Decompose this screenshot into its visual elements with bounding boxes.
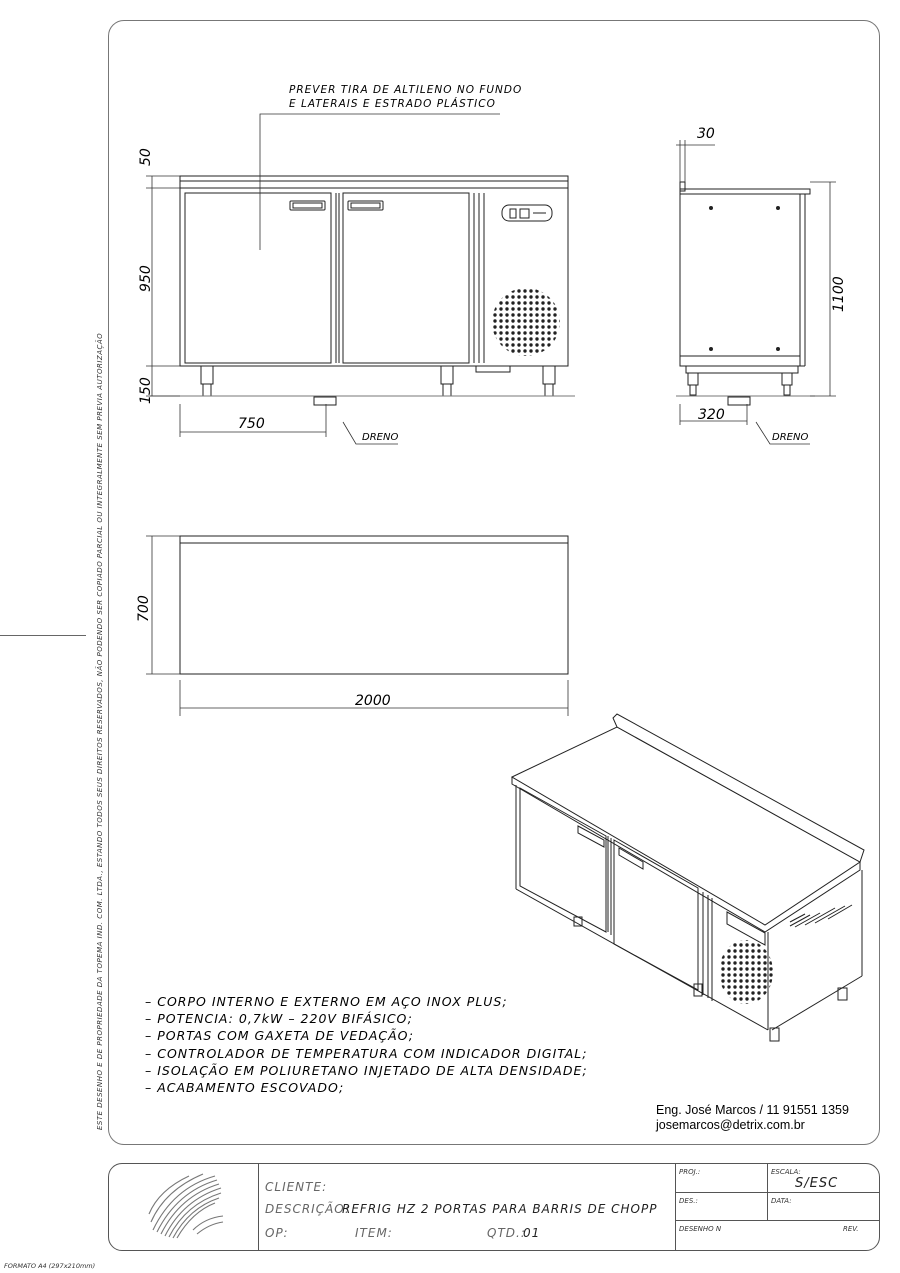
front-view — [150, 176, 575, 405]
note-item: – CORPO INTERNO E EXTERNO EM AÇO INOX PLUS; — [145, 994, 508, 1009]
op-label: OP: — [265, 1226, 289, 1240]
front-drain-label: DRENO — [362, 432, 399, 443]
escala-value: S/ESC — [795, 1176, 839, 1191]
note-item: – PORTAS COM GAXETA DE VEDAÇÃO; — [145, 1028, 414, 1044]
note-item: – POTENCIA: 0,7kW – 220V BIFÁSICO; — [145, 1011, 413, 1027]
escala-label: ESCALA: — [771, 1168, 801, 1176]
dim-side-height: 1100 — [831, 276, 847, 312]
proj-label: PROJ.: — [679, 1168, 701, 1176]
item-label: ITEM: — [355, 1226, 393, 1240]
top-dimensions — [146, 536, 568, 716]
contact-block — [656, 1103, 849, 1133]
descricao-value: REFRIG HZ 2 PORTAS PARA BARRIS DE CHOPP — [342, 1202, 658, 1216]
annotation-line-1: PREVER TIRA DE ALTILENO NO FUNDO — [289, 84, 523, 96]
dim-front-feet: 150 — [138, 377, 154, 404]
dim-top-depth: 700 — [136, 595, 152, 622]
spec-notes — [145, 993, 588, 1096]
dim-side-depth: 320 — [698, 407, 725, 423]
format-label: FORMATO A4 (297x210mm) — [4, 1262, 96, 1270]
descricao-label: DESCRIÇÃO: — [265, 1202, 350, 1216]
top-view — [180, 536, 568, 674]
side-dimensions — [676, 140, 836, 444]
title-block — [108, 1163, 880, 1251]
cliente-label: CLIENTE: — [265, 1180, 328, 1194]
note-item: – ACABAMENTO ESCOVADO; — [145, 1080, 345, 1096]
isometric-view — [512, 714, 864, 1041]
qtd-value: 01 — [523, 1226, 541, 1240]
company-logo — [143, 1170, 227, 1240]
contact-name: Eng. José Marcos / 11 91551 1359 — [656, 1103, 849, 1117]
side-view — [676, 182, 815, 405]
annotation-line-2: E LATERAIS E ESTRADO PLÁSTICO — [289, 98, 496, 110]
copyright-notice: ESTE DESENHO E DE PROPRIEDADE DA TOPEMA IND. COM. LTDA., ESTANDO TODOS SEUS DIREITOS RESERVADOS, NÃO PODENDO SER COPIADO PARCIAL OU INTEGRALMENTE SEM PREVIA AUTORIZAÇÃO — [96, 332, 104, 1130]
rev-label: REV. — [843, 1225, 859, 1233]
dim-top-width: 2000 — [355, 693, 391, 709]
des-label: DES.: — [679, 1197, 698, 1205]
qtd-label: QTD.: — [487, 1226, 526, 1240]
note-item: – ISOLAÇÃO EM POLIURETANO INJETADO DE ALTA DENSIDADE; — [145, 1062, 588, 1078]
note-item: – CONTROLADOR DE TEMPERATURA COM INDICADOR DIGITAL; — [145, 1045, 588, 1061]
dim-front-body: 950 — [138, 265, 154, 292]
dim-side-top: 30 — [697, 126, 715, 142]
contact-email[interactable]: josemarcos@detrix.com.br — [656, 1118, 805, 1132]
dim-front-width: 750 — [238, 416, 265, 432]
data-label: DATA: — [771, 1197, 792, 1205]
front-dimensions — [146, 114, 500, 444]
desenho-label: DESENHO N — [679, 1225, 722, 1233]
side-drain-label: DRENO — [772, 432, 809, 443]
dim-front-top: 50 — [138, 148, 154, 166]
